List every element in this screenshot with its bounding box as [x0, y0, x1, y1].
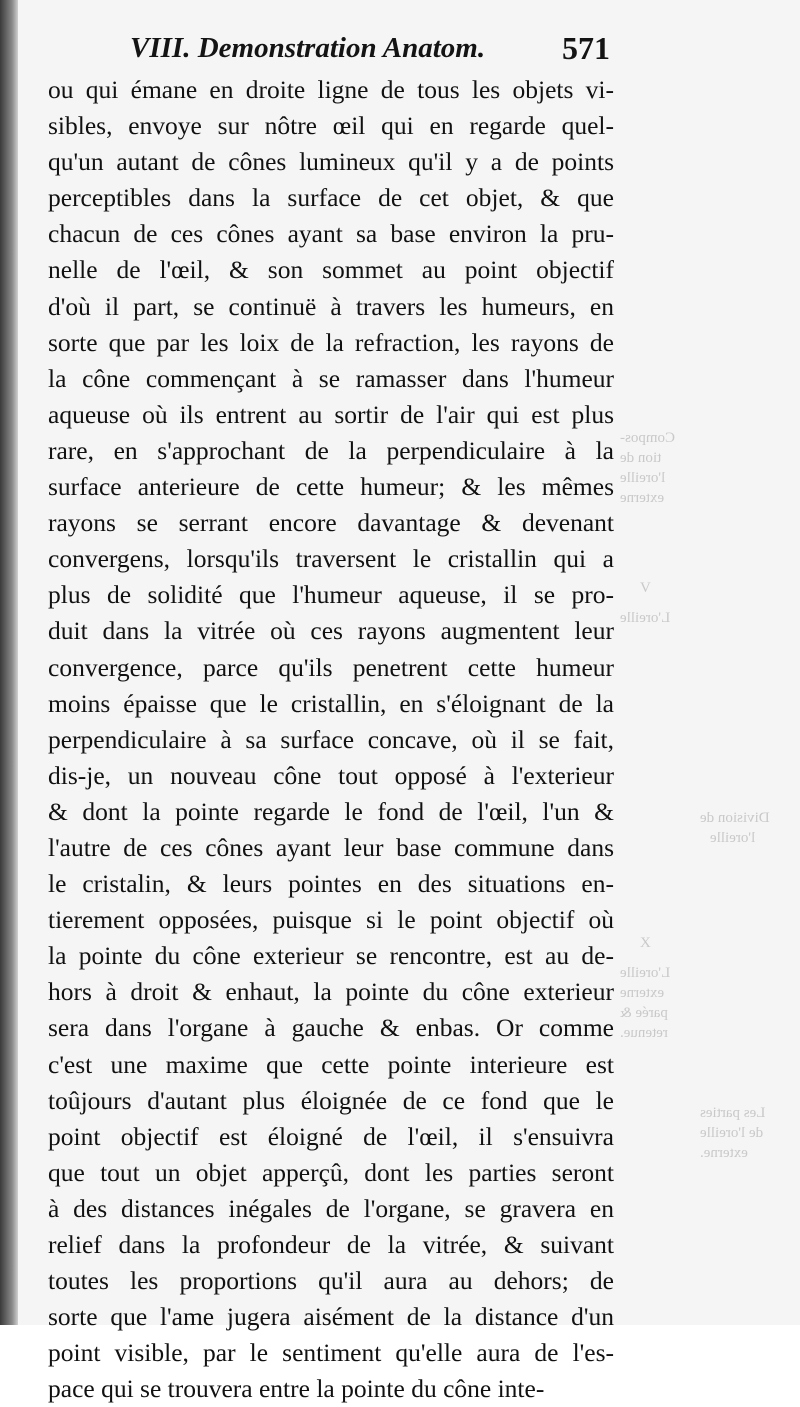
- show-through-note: L'oreille: [620, 610, 671, 626]
- show-through-margin-notes: [600, 430, 800, 1250]
- text-line: relief dans la profondeur de la vitrée, & suivant: [48, 1230, 614, 1259]
- show-through-note: externe: [620, 985, 665, 1001]
- show-through-note: l'oreille: [710, 830, 756, 846]
- show-through-note: externe: [620, 490, 665, 506]
- text-line: tierement opposées, puisque si le point objectif où: [48, 905, 614, 935]
- text-line: ou qui émane en droite ligne de tous les objets vi-: [48, 75, 614, 104]
- text-line: point objectif est éloigné de l'œil, il s'ensuivra: [48, 1121, 614, 1151]
- show-through-note: Division de: [700, 810, 770, 826]
- show-through-note: retenue.: [620, 1025, 668, 1041]
- show-through-note: de l'oreille: [700, 1125, 764, 1141]
- text-line: l'autre de ces cônes ayant leur base commune dans: [48, 832, 614, 862]
- show-through-note: X: [640, 935, 651, 951]
- text-line: toûjours d'autant plus éloignée de ce fond que le: [48, 1085, 614, 1115]
- show-through-note: V: [640, 580, 651, 596]
- show-through-note: externe.: [700, 1145, 748, 1161]
- text-line: sibles, envoye sur nôtre œil qui en regarde quel-: [48, 111, 614, 141]
- text-line: convergens, lorsqu'ils traversent le cristallin qui a: [48, 544, 614, 574]
- text-line: qu'un autant de cônes lumineux qu'il y a de points: [48, 147, 614, 177]
- text-line: nelle de l'œil, & son sommet au point objectif: [48, 255, 614, 285]
- text-line: chacun de ces cônes ayant sa base environ la pru-: [48, 219, 614, 249]
- text-line: moins épaisse que le cristallin, en s'éloignant de la: [48, 688, 614, 718]
- text-line: pace qui se trouvera entre la pointe du cône inte-: [48, 1374, 545, 1404]
- text-line: sorte que l'ame jugera aisément de la distance d'un: [48, 1302, 614, 1332]
- text-line: toutes les proportions qu'il aura au dehors; de: [48, 1266, 614, 1296]
- show-through-note: tion de: [620, 450, 662, 466]
- text-line: la pointe du cône exterieur se rencontre, est au de-: [48, 941, 614, 971]
- text-line: plus de solidité que l'humeur aqueuse, il se pro-: [48, 580, 614, 610]
- page-number: 571: [562, 30, 610, 66]
- text-line: point visible, par le sentiment qu'elle aura de l'es-: [48, 1338, 614, 1368]
- text-line: perceptibles dans la surface de cet objet, & que: [48, 183, 614, 213]
- text-line: dis-je, un nouveau cône tout opposé à l'exterieur: [48, 760, 614, 790]
- text-line: le cristalin, & leurs pointes en des situations en-: [48, 869, 614, 899]
- text-line: duit dans la vitrée où ces rayons augmentent leur: [48, 616, 614, 646]
- text-line: sorte que par les loix de la refraction, les rayons de: [48, 327, 614, 357]
- text-line: convergence, parce qu'ils penetrent cette humeur: [48, 652, 614, 682]
- text-line: d'où il part, se continuë à travers les humeurs, en: [48, 291, 614, 321]
- show-through-note: parée &: [620, 1005, 668, 1021]
- text-line: que tout un objet apperçû, dont les parties seront: [48, 1157, 614, 1187]
- show-through-note: l'oreille: [620, 470, 666, 486]
- show-through-note: L'oreille: [620, 965, 671, 981]
- text-line: perpendiculaire à sa surface concave, où il se fait,: [48, 724, 614, 754]
- running-head: VIII. Demonstration Anatom.: [130, 32, 486, 64]
- text-line: la cône commençant à se ramasser dans l'humeur: [48, 363, 614, 393]
- text-line: rayons se serrant encore davantage & devenant: [48, 508, 614, 538]
- text-line: aqueuse où ils entrent au sortir de l'air qui est plus: [48, 399, 614, 429]
- show-through-note: Compos-: [620, 430, 676, 446]
- text-line: & dont la pointe regarde le fond de l'œil, l'un &: [48, 796, 614, 826]
- text-line: sera dans l'organe à gauche & enbas. Or comme: [48, 1013, 614, 1043]
- body-text: [48, 72, 614, 1407]
- page-header: [130, 28, 610, 74]
- text-line: surface anterieure de cette humeur; & les mêmes: [48, 472, 614, 502]
- text-line: hors à droit & enhaut, la pointe du cône exterieur: [48, 977, 614, 1007]
- text-line: c'est une maxime que cette pointe interieure est: [48, 1049, 614, 1079]
- text-line: à des distances inégales de l'organe, se gravera en: [48, 1193, 614, 1223]
- text-line: rare, en s'approchant de la perpendiculaire à la: [48, 435, 614, 465]
- show-through-note: Les parties: [700, 1105, 766, 1121]
